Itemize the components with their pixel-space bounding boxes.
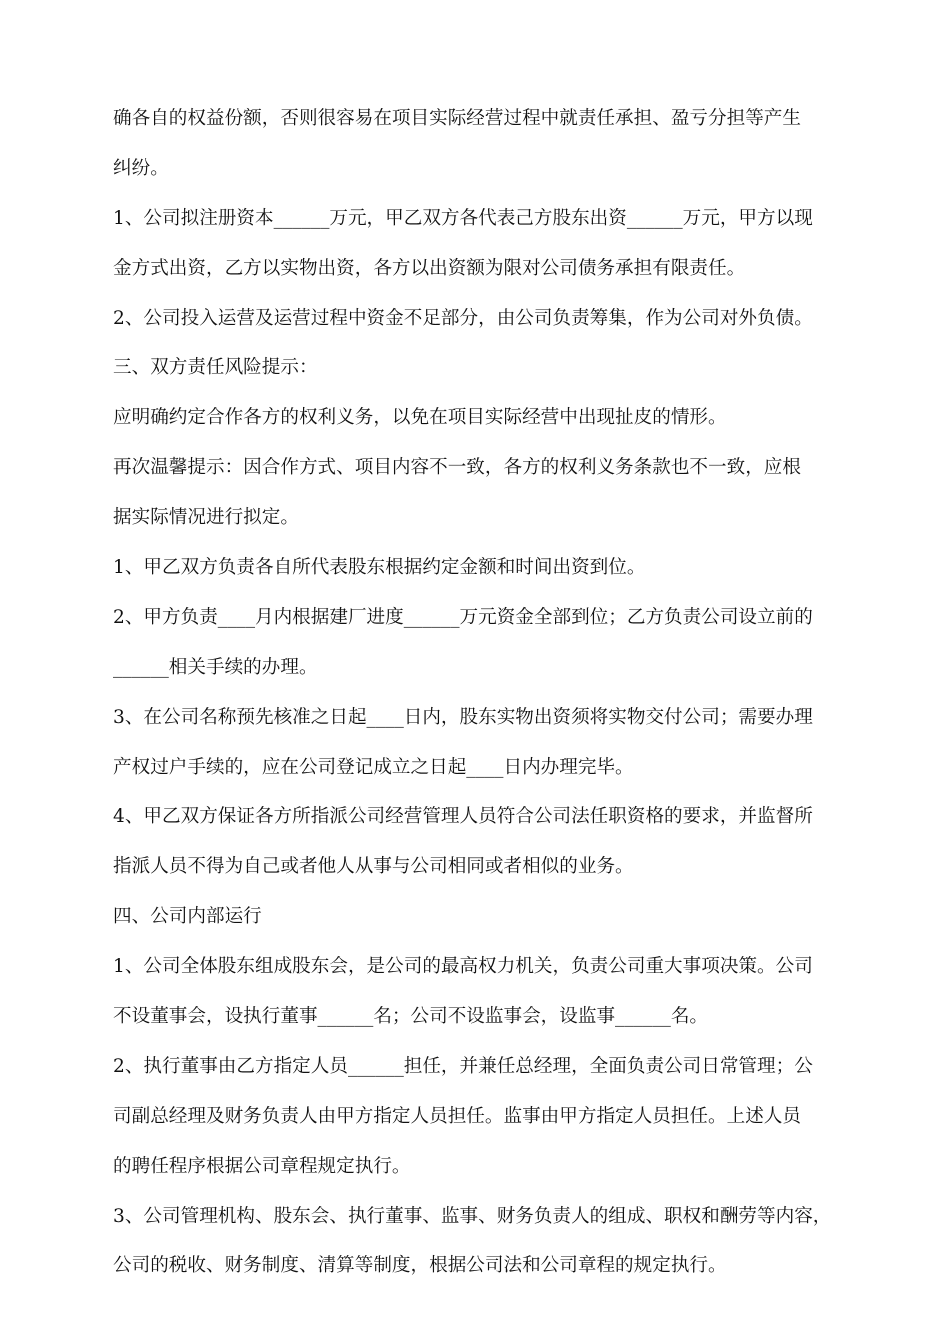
text-line: 2、执行董事由乙方指定人员______担任，并兼任总经理，全面负责公司日常管理；公 (113, 1055, 813, 1077)
text-line: 指派人员不得为自己或者他人从事与公司相同或者相似的业务。 (113, 856, 634, 878)
paragraph-management-structure (113, 1192, 843, 1292)
paragraph-executive-director (113, 1042, 843, 1192)
paragraph-rights-obligations (113, 393, 843, 443)
text-line: 3、公司管理机构、股东会、执行董事、监事、财务负责人的组成、职权和酬劳等内容， (113, 1205, 832, 1227)
paragraph-funding-shortfall (113, 294, 843, 344)
text-line: 1、甲乙双方负责各自所代表股东根据约定金额和时间出资到位。 (113, 557, 646, 579)
text-line: 2、公司投入运营及运营过程中资金不足部分，由公司负责筹集，作为公司对外负债。 (113, 307, 813, 329)
section-heading: 三、双方责任风险提示： (113, 357, 318, 379)
text-line: 1、公司全体股东组成股东会，是公司的最高权力机关，负责公司重大事项决策。公司 (113, 956, 813, 978)
text-line: 确各自的权益份额，否则很容易在项目实际经营过程中就责任承担、盈亏分担等产生 (113, 108, 801, 129)
paragraph-party-a-funding (113, 593, 843, 693)
section-heading-risk (113, 343, 843, 393)
paragraph-management-personnel (113, 792, 843, 892)
text-line: 1、公司拟注册资本______万元，甲乙双方各代表己方股东出资______万元，甲方以现 (113, 207, 813, 229)
text-line: 公司的税收、财务制度、清算等制度，根据公司法和公司章程的规定执行。 (113, 1255, 727, 1277)
text-line: ______相关手续的办理。 (113, 656, 318, 678)
text-line: 金方式出资，乙方以实物出资，各方以出资额为限对公司债务承担有限责任。 (113, 257, 746, 279)
text-line: 产权过户手续的，应在公司登记成立之日起____日内办理完毕。 (113, 756, 634, 778)
text-line: 4、甲乙双方保证各方所指派公司经营管理人员符合公司法任职资格的要求，并监督所 (113, 806, 813, 828)
section-heading-internal-operation (113, 892, 843, 942)
text-line: 2、甲方负责____月内根据建厂进度______万元资金全部到位；乙方负责公司设立前的 (113, 606, 813, 628)
paragraph-capital-contribution (113, 543, 843, 593)
text-line: 据实际情况进行拟定。 (113, 507, 299, 529)
text-line: 纠纷。 (113, 157, 169, 179)
paragraph-reminder (113, 443, 843, 543)
paragraph-registered-capital (113, 194, 843, 294)
text-line: 不设董事会，设执行董事______名；公司不设监事会，设监事______名。 (113, 1006, 709, 1028)
document-body (113, 94, 843, 1291)
paragraph-shareholders-meeting (113, 942, 843, 1042)
section-heading: 四、公司内部运行 (113, 906, 262, 928)
text-line: 的聘任程序根据公司章程规定执行。 (113, 1155, 411, 1177)
text-line: 司副总经理及财务负责人由甲方指定人员担任。监事由甲方指定人员担任。上述人员 (113, 1105, 801, 1127)
paragraph-in-kind-contribution (113, 693, 843, 793)
text-line: 再次温馨提示：因合作方式、项目内容不一致，各方的权利义务条款也不一致，应根 (113, 457, 801, 479)
text-line: 3、在公司名称预先核准之日起____日内，股东实物出资须将实物交付公司；需要办理 (113, 706, 813, 728)
text-line: 应明确约定合作各方的权利义务，以免在项目实际经营中出现扯皮的情形。 (113, 407, 727, 429)
paragraph-equity-shares (113, 94, 843, 194)
